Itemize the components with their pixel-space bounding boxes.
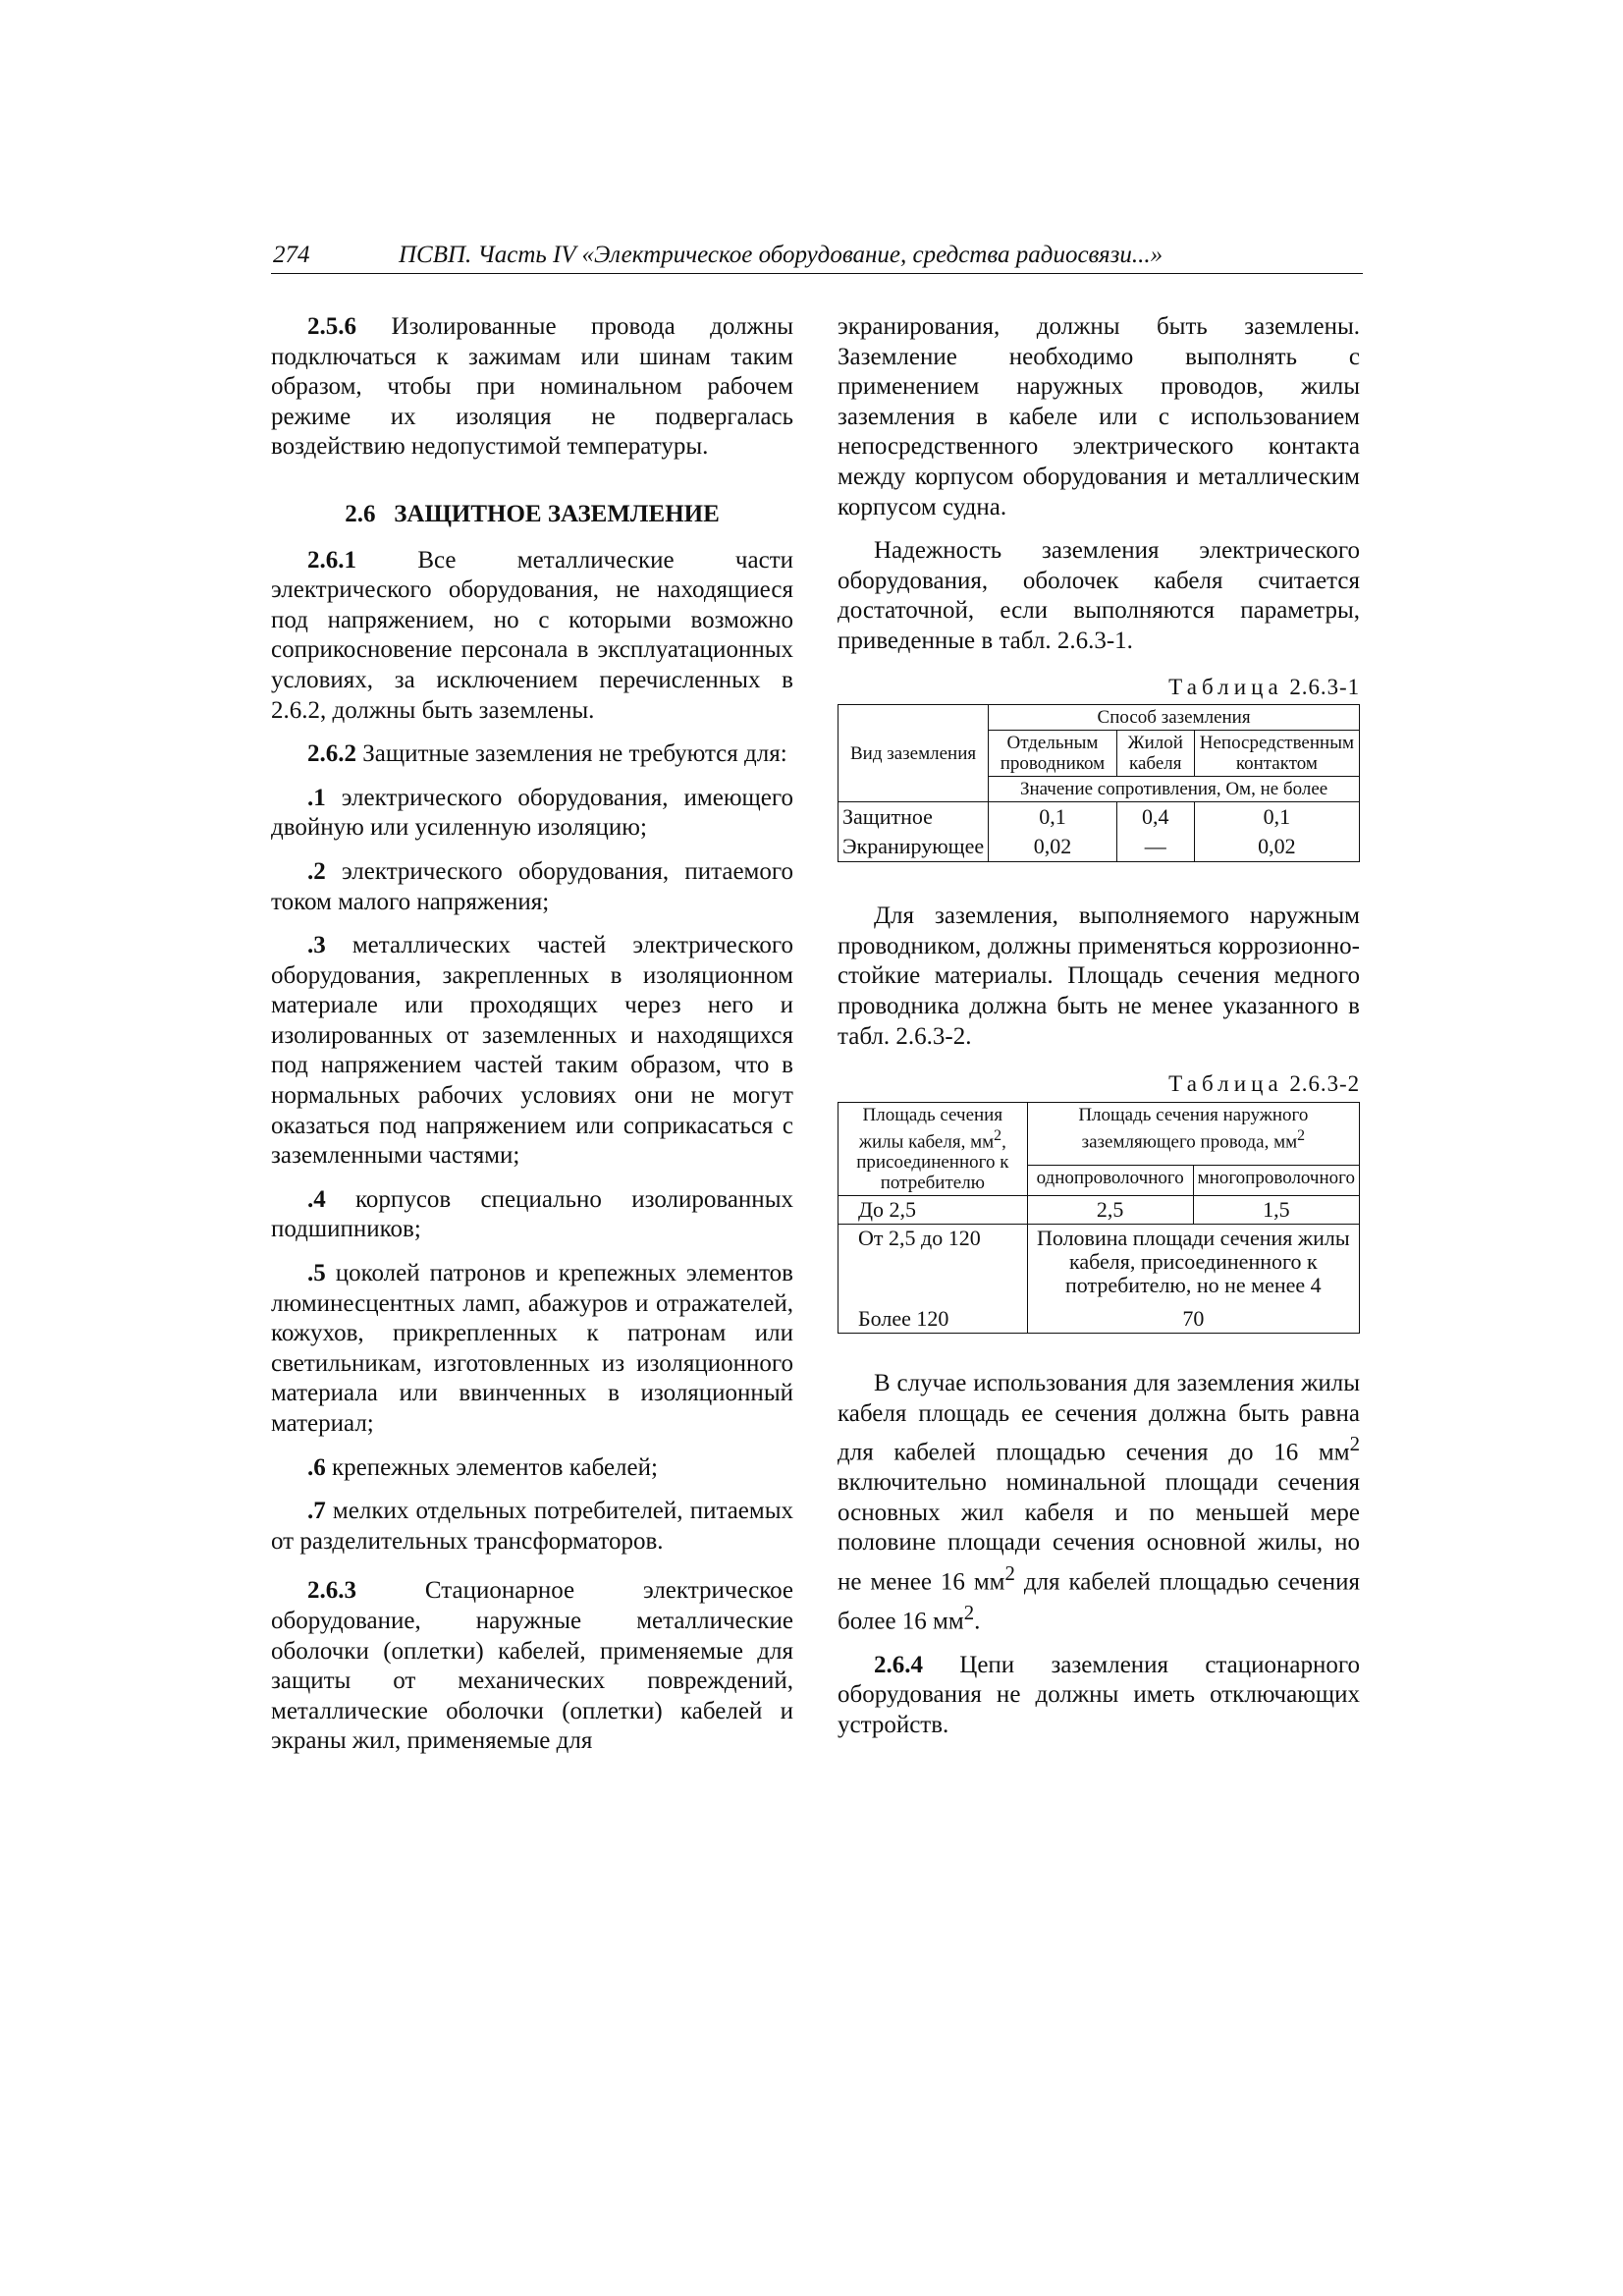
list-item-text: электрического оборудования, питаемого током малого напряжения; — [271, 857, 793, 915]
table-cell: Половина площади сечения жилы кабеля, присоединенного к потребителю, но не менее 4 — [1027, 1225, 1359, 1306]
paragraph-number: 2.5.6 — [307, 313, 356, 340]
running-title: ПСВП. Часть IV «Электрическое оборудование, средства радиосвязи...» — [399, 242, 1163, 268]
list-item-3 — [271, 931, 793, 1172]
paragraph-number: 2.6.4 — [874, 1651, 923, 1678]
list-item-text: электрического оборудования, имеющего двойную или усиленную изоляцию; — [271, 784, 793, 842]
section-title: ЗАЩИТНОЕ ЗАЗЕМЛЕНИЕ — [394, 500, 720, 527]
table-2-6-3-1 — [838, 704, 1360, 862]
list-item-text: металлических частей электрического оборудования, закрепленных в изоляционном материале или проходящих через него и изолированных от заземленных и находящихся под напряжением частей таким образом, что в нормальных рабочих условиях они не могут оказаться под напряжением или соприкасаться с заземленными частями; — [271, 932, 793, 1170]
paragraph-text: Стационарное электрическое оборудование, наружные металлические оболочки (оплетки) кабелей, применяемые для защиты от механических повреждений, металлические оболочки (оплетки) кабелей и экраны жил, применяемые для — [271, 1577, 793, 1755]
paragraph-2-6-1 — [271, 546, 793, 727]
table-2-caption — [838, 1069, 1360, 1100]
table-cell: 70 — [1027, 1305, 1359, 1334]
table-header-cell: Значение сопротивления, Ом, не более — [989, 777, 1360, 802]
paragraph-text: Цепи заземления стационарного оборудования не должны иметь отключающих устройств. — [838, 1651, 1360, 1738]
table-row — [839, 1225, 1360, 1306]
caption-word: Таблица — [1168, 674, 1283, 699]
table-header-cell — [1027, 1102, 1359, 1165]
table-row — [839, 832, 1360, 862]
table-cell: — — [1116, 832, 1194, 862]
list-item-5 — [271, 1259, 793, 1440]
list-item-number: .2 — [307, 857, 326, 885]
paragraph-text: Все металлические части электрического оборудования, не находящиеся под напряжением, но с которыми возможно соприкосновение персонала в эксплуатационных условиях, за исключением перечисленных в 2.6.2, должны быть заземлены. — [271, 546, 793, 724]
page-number: 274 — [273, 242, 310, 268]
table-header-cell: многопроволочного — [1193, 1165, 1359, 1195]
list-item-1 — [271, 784, 793, 844]
paragraph-text: Защитные заземления не требуются для: — [356, 740, 787, 768]
list-item-number: .3 — [307, 932, 326, 959]
paragraph-text: Изолированные провода должны подключаться к зажимам или шинам таким образом, чтобы при номинальном рабочем режиме их изоляция не подвергалась воздействию недопустимой температуры. — [271, 313, 793, 461]
table-header-cell: Отдельным проводником — [989, 731, 1117, 777]
table-header-cell: Жилой кабеля — [1116, 731, 1194, 777]
table-1-caption — [838, 673, 1360, 703]
table-cell: 0,02 — [1194, 832, 1359, 862]
superscript: 2 — [963, 1600, 975, 1624]
table-cell: 0,02 — [989, 832, 1117, 862]
table-row — [839, 802, 1360, 833]
list-item-text: цоколей патронов и крепежных элементов люминесцентных ламп, абажуров и отражателей, кожухов, прикрепленных к патронам или светильникам, изготовленных из изоляционного материала или ввинченных в изоляционный материал; — [271, 1260, 793, 1437]
list-item-2 — [271, 857, 793, 917]
table-row — [839, 1305, 1360, 1334]
table-cell: 0,1 — [989, 802, 1117, 833]
caption-word: Таблица — [1168, 1071, 1283, 1097]
paragraph-reliability: Надежность заземления электрического оборудования, оболочек кабеля считается достаточной, если выполняются параметры, приведенные в табл. 2.6.3-1. — [838, 537, 1360, 654]
paragraph-external-conductor: Для заземления, выполняемого наружным проводником, должны применяться коррозионно-стойкие материалы. Площадь сечения медного проводника должна быть не менее указанного в табл. 2.6.3-2. — [838, 902, 1360, 1050]
superscript: 2 — [994, 1126, 1002, 1144]
table-cell: Экранирующее — [839, 832, 989, 862]
table-header-cell: Непосредственным контактом — [1194, 731, 1359, 777]
list-item-number: .6 — [307, 1453, 326, 1481]
text-part: . — [974, 1608, 981, 1635]
list-item-text: мелких отдельных потребителей, питаемых от разделительных трансформаторов. — [271, 1498, 793, 1555]
table-header-cell: однопроволочного — [1027, 1165, 1193, 1195]
list-item-7 — [271, 1497, 793, 1557]
list-item-text: крепежных элементов кабелей; — [325, 1453, 658, 1481]
caption-number: 2.6.3-1 — [1289, 674, 1360, 699]
list-item-4 — [271, 1185, 793, 1245]
header-text: Площадь сечения наружного заземляющего провода, мм — [1078, 1104, 1309, 1153]
paragraph-2-6-4 — [838, 1651, 1360, 1741]
text-part: для кабелей площадью сечения более 16 мм — [838, 1568, 1360, 1635]
table-row — [839, 1196, 1360, 1225]
table-cell: До 2,5 — [839, 1196, 1028, 1225]
header-text: , присоединенного к потребителю — [856, 1131, 1009, 1194]
paragraph-number: 2.6.1 — [307, 546, 356, 574]
paragraph-continuation: экранирования, должны быть заземлены. Заземление необходимо выполнять с применением наружных проводов, жилы заземления в кабеле или с использованием непосредственного электрического контакта между корпусом оборудования и металлическим корпусом судна. — [838, 313, 1360, 520]
superscript: 2 — [1297, 1126, 1306, 1144]
paragraph-number: 2.6.3 — [307, 1577, 356, 1605]
table-header-cell: Способ заземления — [989, 705, 1360, 731]
list-item-6 — [271, 1453, 793, 1484]
header-text: Площадь сечения жилы кабеля, мм — [858, 1104, 1003, 1153]
superscript: 2 — [1004, 1560, 1015, 1585]
right-column — [838, 312, 1360, 1741]
table-header-cell: Вид заземления — [839, 705, 989, 802]
table-cell: 0,4 — [1116, 802, 1194, 833]
text-part: включительно номинальной площади сечения основных жил кабеля и по меньшей мере половине площади сечения основной жилы, но не менее 16 мм — [838, 1469, 1360, 1596]
list-item-text: корпусов специально изолированных подшипников; — [271, 1185, 793, 1243]
section-heading — [271, 500, 793, 530]
paragraph-core-conductor — [838, 1369, 1360, 1637]
caption-number: 2.6.3-2 — [1289, 1071, 1360, 1097]
table-2-6-3-2 — [838, 1102, 1360, 1334]
paragraph-2-5-6 — [271, 312, 793, 463]
text-part: В случае использования для заземления жилы кабеля площадь ее сечения должна быть равна для кабелей площадью сечения до 16 мм — [838, 1370, 1360, 1466]
list-item-number: .1 — [307, 784, 326, 811]
section-number: 2.6 — [345, 500, 376, 527]
paragraph-2-6-3 — [271, 1576, 793, 1757]
table-cell: От 2,5 до 120 — [839, 1225, 1028, 1306]
list-item-number: .4 — [307, 1185, 326, 1213]
paragraph-2-6-2 — [271, 739, 793, 770]
table-cell: 2,5 — [1027, 1196, 1193, 1225]
superscript: 2 — [1349, 1432, 1360, 1456]
paragraph-number: 2.6.2 — [307, 740, 356, 768]
left-column — [271, 312, 793, 1757]
table-cell: 1,5 — [1193, 1196, 1359, 1225]
table-cell: Более 120 — [839, 1305, 1028, 1334]
table-cell: Защитное — [839, 802, 989, 833]
table-cell: 0,1 — [1194, 802, 1359, 833]
list-item-number: .7 — [307, 1498, 326, 1525]
table-header-cell — [839, 1102, 1028, 1195]
list-item-number: .5 — [307, 1260, 326, 1287]
page-header — [271, 240, 1363, 274]
